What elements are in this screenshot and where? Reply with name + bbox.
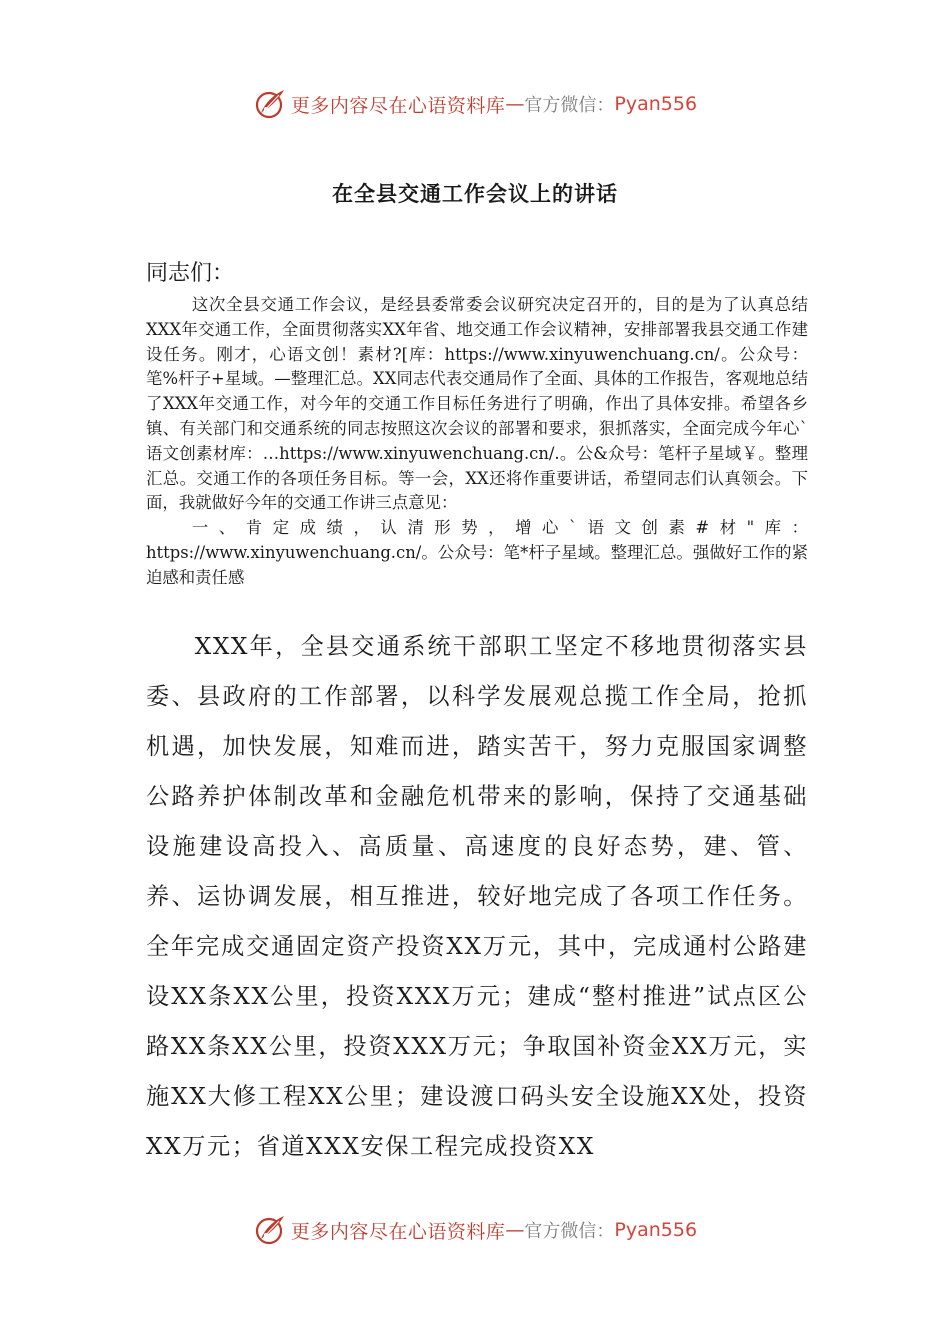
body-section [146, 622, 808, 1172]
document-title: 在全县交通工作会议上的讲话 [332, 182, 618, 206]
banner-wechat-id: Pyan556 [614, 93, 698, 115]
banner-separator: — [505, 93, 525, 115]
banner-slogan: 更多内容尽在心语资料库 [290, 1220, 506, 1243]
intro-section [146, 293, 808, 591]
section-heading: 一、肯定成绩，认清形势，增心`语文创素#材"库：https://www.xinyuwenchuang.cn/。公众号：笔*杆子星域。整理汇总。强做好工作的紧迫感和责任感 [146, 518, 808, 587]
feather-pen-circle-icon [253, 87, 287, 121]
feather-pen-circle-icon [253, 1213, 287, 1247]
banner-wechat-id: Pyan556 [614, 1219, 698, 1241]
banner-slogan: 更多内容尽在心语资料库 [290, 94, 506, 117]
body-paragraph: XXX年，全县交通系统干部职工坚定不移地贯彻落实县委、县政府的工作部署，以科学发展观总揽工作全局，抢抓机遇，加快发展，知难而进，踏实苦干，努力克服国家调整公路养护体制改革和金融危机带来的影响，保持了交通基础设施建设高投入、高质量、高速度的良好态势，建、管、养、运协调发展，相互推进，较好地完成了各项工作任务。全年完成交通固定资产投资XX万元，其中，完成通村公路建设XX条XX公里，投资XXX万元；建成“整村推进”试点区公路XX条XX公里，投资XXX万元；争取国补资金XX万元，实施XX大修工程XX公里；建设渡口码头安全设施XX处，投资XX万元；省道XXX安保工程完成投资XX [146, 633, 808, 1160]
salutation: 同志们： [146, 261, 235, 286]
banner-separator: — [505, 1219, 525, 1241]
header-banner [0, 84, 950, 124]
banner-wechat-label: 官方微信： [524, 1221, 615, 1242]
intro-paragraph: 这次全县交通工作会议，是经县委常委会议研究决定召开的，目的是为了认真总结XXX年交通工作，全面贯彻落实XX年省、地交通工作会议精神，安排部署我县交通工作建设任务。刚才，心语文创！素材?[库：https://www.xinyuwenchuang.cn/。公众号：笔%杆子+星域。—整理汇总。XX同志代表交通局作了全面、具体的工作报告，客观地总结了XXX年交通工作，对今年的交通工作目标任务进行了明确，作出了具体安排。希望各乡镇、有关部门和交通系统的同志按照这次会议的部署和要求，狠抓落实，全面完成今年心`语文创素材库：…https://www.xinyuwenchuang.cn/.。公&众号：笔杆子星域￥。整理汇总。交通工作的各项任务目标。等一会，XX还将作重要讲话，希望同志们认真领会。下面，我就做好今年的交通工作讲三点意见： [146, 295, 808, 513]
footer-banner [0, 1210, 950, 1250]
banner-wechat-label: 官方微信： [524, 95, 615, 116]
